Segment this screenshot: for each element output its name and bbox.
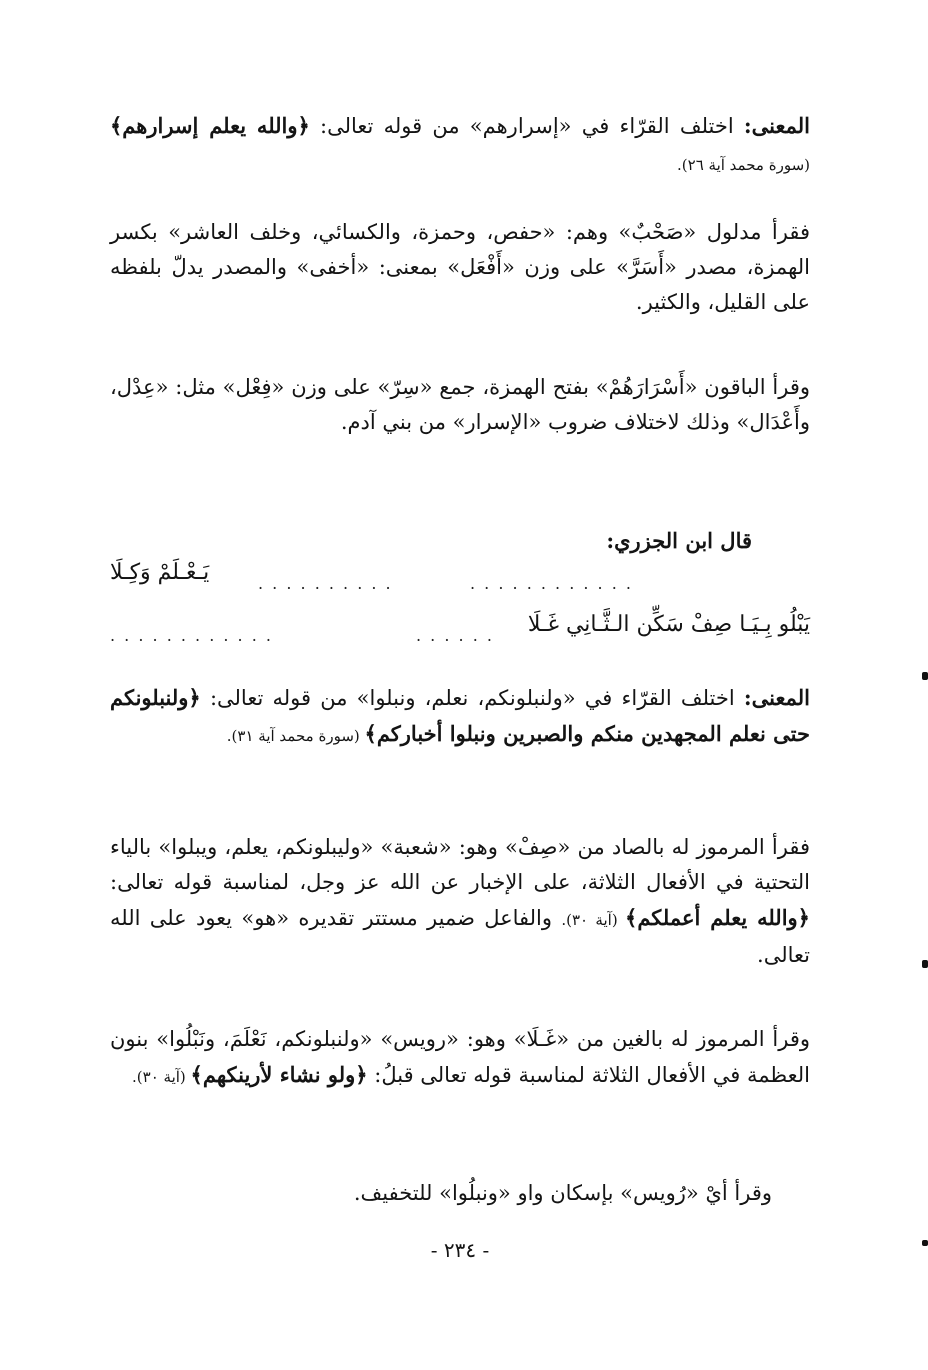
paragraph-text: والفاعل ضمير مستتر تقديره «هو» يعود على الله تعالى.	[110, 906, 810, 967]
paragraph-meaning-1	[110, 108, 810, 183]
paragraph-meaning-2	[110, 680, 810, 754]
paragraph-others-reading	[110, 370, 810, 440]
quran-quote: ﴿ولنبلونكم حتى نعلم المجهدين منكم والصبرين ونبلوا أخباركم﴾	[110, 685, 810, 746]
paragraph-text: فقرأ المرموز له بالصاد من «صِفْ» وهو: «شعبة» «وليبلونكم، يعلم، ويبلوا» بالياء التحتية في الأفعال الثلاثة، على الإخبار عن الله عز وجل، لمناسبة قوله تعالى:	[110, 835, 810, 894]
verse-reference: (سورة محمد آية ٣١).	[226, 727, 365, 745]
verse-reference: (سورة محمد آية ٢٦).	[677, 156, 810, 174]
meaning-label: المعنى:	[743, 685, 810, 710]
verse-ellipsis: . . . . . . . . . .	[258, 574, 393, 593]
verse-ellipsis: . . . . . . . . . . . .	[110, 626, 273, 645]
paragraph-text: اختلف القرّاء في «إسرارهم» من قوله تعالى:	[309, 114, 744, 138]
page-number: - ٢٣٤ -	[430, 1238, 490, 1262]
verse-ellipsis: . . . . . .	[416, 626, 494, 645]
verse-ellipsis: . . . . . . . . . . . .	[470, 574, 633, 593]
paragraph-text: وقرأ الباقون «أَسْرَارَهُمْ» بفتح الهمزة، جمع «سِرّ» على وزن «فِعْل» مثل: «عِدْل، وأَعْدَال» وذلك لاختلاف ضروب «الإسرار» من بني آدم.	[110, 375, 810, 434]
verse-words: يَبْلُو بِـيَـا صِفْ سَكِّن الـثَّـانِي غَـلَا	[527, 612, 810, 637]
paragraph-text: وقرأ المرموز له بالغين من «غَـلَا» وهو: «رويس» «ولنبلونكم، نَعْلَمَ، ونَبْلُوا» بنون العظمة في الأفعال الثلاثة لمناسبة قوله تعالى قبلُ:	[110, 1027, 810, 1087]
quran-quote: ﴿ولو نشاء لأرينكهم﴾	[190, 1062, 368, 1087]
scan-edge-mark	[922, 1240, 928, 1246]
page	[110, 0, 810, 1370]
section-heading: قال ابن الجزري:	[606, 528, 752, 553]
scan-edge-mark	[922, 672, 928, 680]
paragraph-text: اختلف القرّاء في «ولنبلونكم، نعلم، ونبلوا» من قوله تعالى:	[200, 686, 744, 710]
paragraph-text: وقرأ أيْ «رُويس» بإسكان واو «ونبلُوا» للتخفيف.	[353, 1181, 772, 1205]
quran-quote: ﴿والله يعلم أعملكم﴾	[625, 905, 810, 930]
paragraph-ruways-variant	[110, 1176, 810, 1211]
paragraph-hafs-reading	[110, 215, 810, 320]
verse-reference: (آية ٣٠).	[561, 911, 626, 929]
meaning-label: المعنى:	[743, 113, 810, 138]
paragraph-shuba-reading	[110, 830, 810, 973]
paragraph-text: فقرأ مدلول «صَحْبٌ» وهم: «حفص، وحمزة، والكسائي، وخلف العاشر» بكسر الهمزة، مصدر «أَسَرَّ» على وزن «أَفْعَل» بمعنى: «أخفى» والمصدر يدلّ بلفظه على القليل، والكثير.	[110, 220, 810, 314]
paragraph-ruways-reading	[110, 1022, 810, 1095]
verse-reference: (آية ٣٠).	[132, 1068, 191, 1086]
verse-words: يَـعْـلَمْ وَكِـلَا	[110, 560, 210, 585]
scan-edge-mark	[922, 960, 928, 968]
quran-quote: ﴿والله يعلم إسرارهم﴾	[110, 113, 310, 138]
